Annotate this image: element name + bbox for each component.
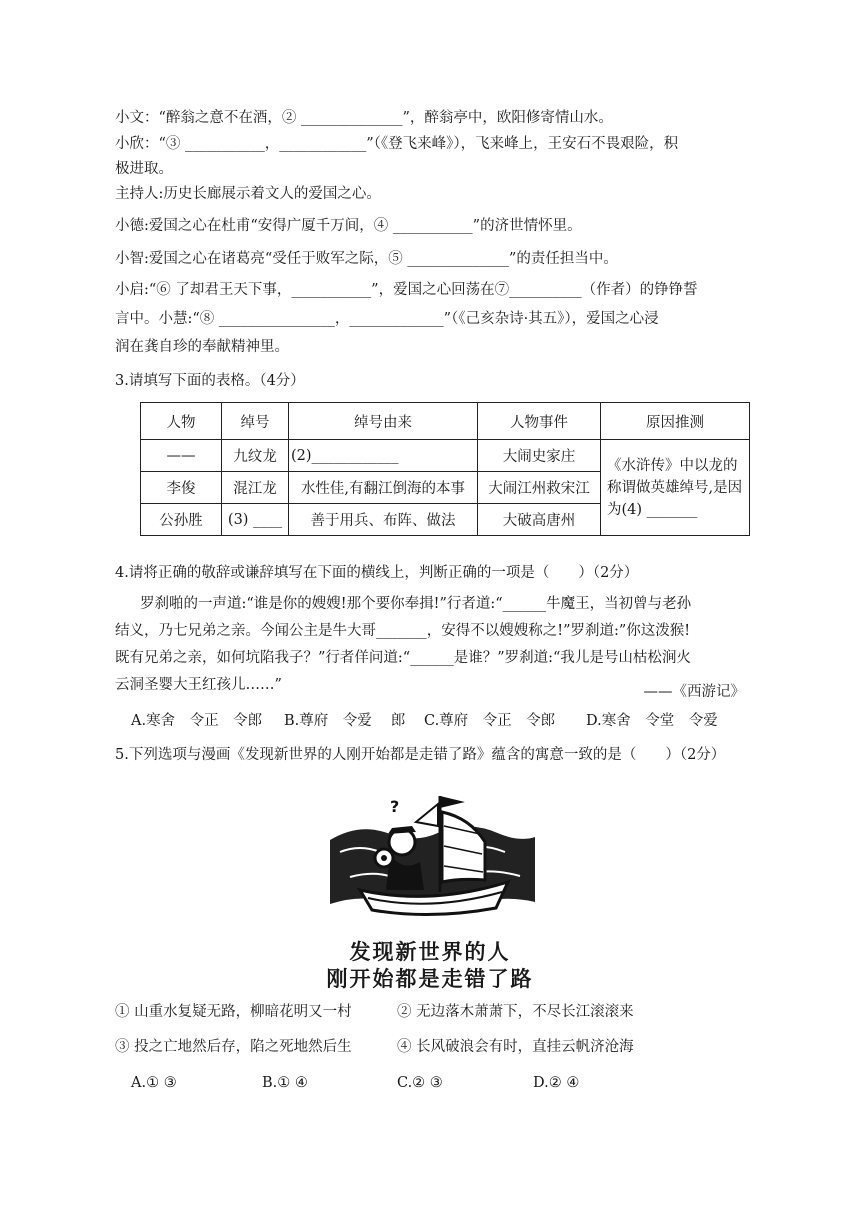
- option-d[interactable]: D.寒舍 令堂 令爱: [586, 713, 718, 729]
- table-cell: 李俊: [141, 472, 222, 504]
- table-cell: 九纹龙: [222, 440, 289, 472]
- line-xiaowen: 小文：“醉翁之意不在酒，② ______________”，醉翁亭中，欧阳修寄情山水。: [115, 110, 613, 126]
- nickname-table: [140, 402, 750, 536]
- table-cell: (2)____________: [289, 440, 478, 472]
- line-xiaozhi: 小智:爱国之心在诸葛亮“受任于败军之际，⑤ ______________”的责任担当中。: [115, 251, 618, 267]
- line-host: 主持人:历史长廊展示着文人的爱国之心。: [115, 186, 381, 202]
- line-xiaohui: 言中。小慧:“⑧ ________________，_____________”（《己亥杂诗·其五》），爱国之心浸: [115, 311, 659, 327]
- passage-source: ——《西游记》: [643, 684, 745, 700]
- svg-text:?: ?: [390, 797, 400, 816]
- table-header: 绰号由来: [289, 403, 478, 440]
- passage-line: 结义，乃七兄弟之亲。今闻公主是牛大哥_______，安得不以嫂嫂称之!”罗刹道:”你这泼猴!: [115, 623, 691, 639]
- poem-line-2: ② 无边落木萧萧下，不尽长江滚滚来: [397, 1004, 634, 1020]
- line-xiaode: 小德:爱国之心在杜甫“安得广厦千万间，④ ___________”的济世情怀里。: [115, 218, 582, 234]
- option-b[interactable]: B.尊府 令爱 郎: [284, 713, 406, 729]
- table-header: 人物: [141, 403, 222, 440]
- table-cell: (3) ____: [222, 504, 289, 536]
- option-d[interactable]: D.② ④: [533, 1075, 580, 1091]
- line-xiaoxin: 小欣：“③ ___________，____________”（《登飞来峰》），飞来峰上，王安石不畏艰险，积: [115, 136, 679, 152]
- table-header: 绰号: [222, 403, 289, 440]
- option-a[interactable]: A.寒舍 令正 令郎: [131, 713, 263, 729]
- line-xiaohui-cont: 润在龚自珍的奉献精神里。: [115, 339, 289, 355]
- question-3: 3.请填写下面的表格。（4分）: [115, 373, 305, 389]
- cartoon-caption-line1: 发现新世界的人: [349, 940, 511, 964]
- line-xiaoqi: 小启:“⑥ 了却君王天下事，___________”，爱国之心回荡在⑦__________（作者）的铮铮誓: [115, 282, 698, 298]
- table-cell-reason: 《水浒传》中以龙的称谓做英雄绰号,是因为(4) _______: [601, 440, 750, 536]
- question-5: 5.下列选项与漫画《发现新世界的人刚开始都是走错了路》蕴含的寓意一致的是（ ）（2分）: [115, 747, 726, 763]
- table-cell: ——: [141, 440, 222, 472]
- question-4: 4.请将正确的敬辞或谦辞填写在下面的横线上，判断正确的一项是（ ）（2分）: [115, 565, 639, 581]
- option-c[interactable]: C.尊府 令正 令郎: [424, 713, 556, 729]
- line-xiaoxin-cont: 极进取。: [115, 161, 173, 177]
- table-cell: 大闹史家庄: [478, 440, 601, 472]
- table-header-row: [141, 403, 750, 440]
- table-row: [141, 440, 750, 472]
- table-cell: 大闹江州救宋江: [478, 472, 601, 504]
- passage-line: 既有兄弟之亲，如何坑陷我子？”行者佯问道:“______是谁？”罗刹道:“我儿是号山枯松涧火: [115, 650, 691, 666]
- cartoon-caption-line2: 刚开始都是走错了路: [326, 967, 534, 991]
- table-cell: 混江龙: [222, 472, 289, 504]
- table-cell: 大破高唐州: [478, 504, 601, 536]
- passage-line: 云洞圣婴大王红孩儿……”: [115, 677, 282, 693]
- option-b[interactable]: B.① ④: [262, 1075, 308, 1091]
- table-cell: 公孙胜: [141, 504, 222, 536]
- poem-line-4: ④ 长风破浪会有时，直挂云帆济沧海: [397, 1039, 634, 1055]
- poem-line-3: ③ 投之亡地然后存，陷之死地然后生: [115, 1039, 352, 1055]
- table-header: 原因推测: [601, 403, 750, 440]
- cartoon-ship-illustration: [320, 782, 540, 922]
- table-cell: 善于用兵、布阵、做法: [289, 504, 478, 536]
- poem-line-1: ① 山重水复疑无路，柳暗花明又一村: [115, 1004, 352, 1020]
- table-header: 人物事件: [478, 403, 601, 440]
- table-cell: 水性佳,有翻江倒海的本事: [289, 472, 478, 504]
- option-c[interactable]: C.② ③: [397, 1075, 443, 1091]
- option-a[interactable]: A.① ③: [131, 1075, 177, 1091]
- passage-line: 罗刹啪的一声道:“谁是你的嫂嫂!那个要你奉揖!”行者道:“______牛魔王，当初曾与老孙: [140, 596, 692, 612]
